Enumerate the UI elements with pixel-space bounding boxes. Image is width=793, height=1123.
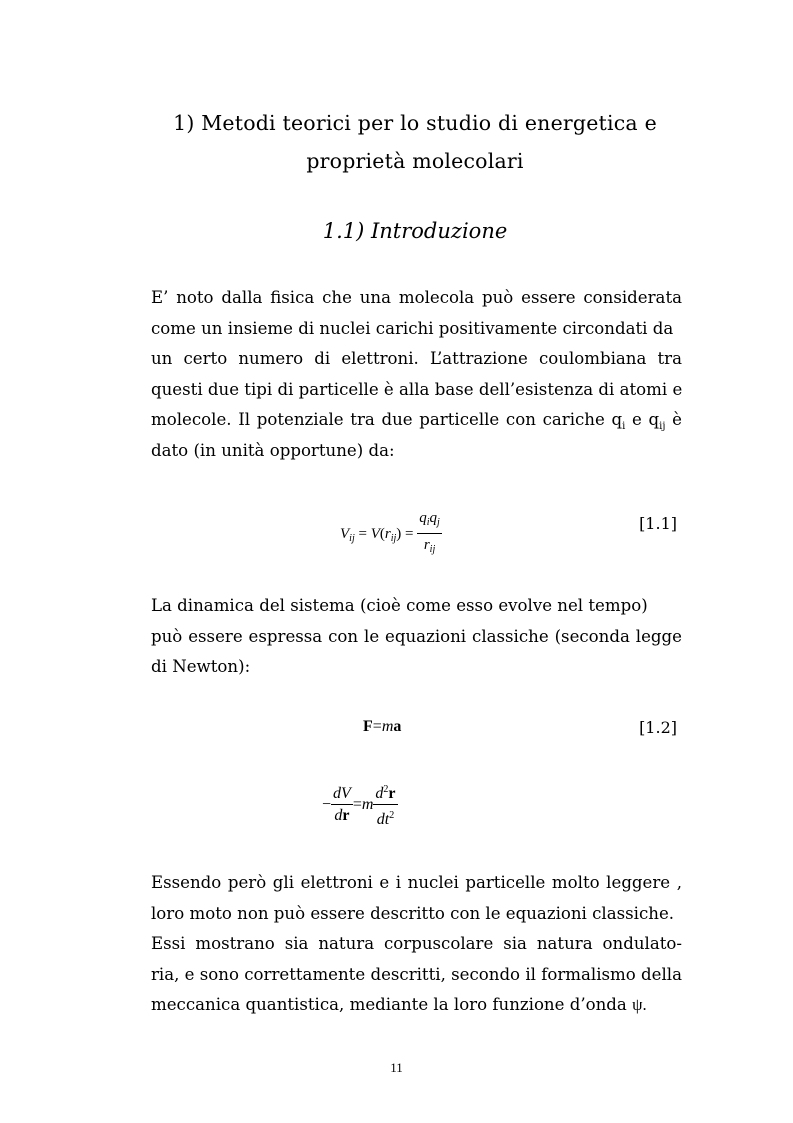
- text-line: E’ noto dalla fisica che una molecola può essere considerata: [151, 288, 682, 307]
- equation-3-rhs-fraction: $\frac{d^2r}{dt^2}$: [373, 780, 397, 831]
- conjunction: e: [632, 410, 642, 429]
- text-line: dato (in unità opportune) da:: [151, 440, 395, 460]
- text-line: meccanica quantistica, mediante la loro funzione d’onda: [151, 995, 627, 1014]
- equation-2: F=ma: [363, 718, 402, 735]
- text-line: Essi mostrano sia natura corpuscolare sia natura ondulato-: [151, 934, 682, 953]
- chapter-title-line-1: 1) Metodi teorici per lo studio di energetica e: [173, 111, 657, 135]
- equation-1: $V_{ij} = V(r_{ij})$ = $\frac{q_iq_j}{r_{ij}}$: [340, 508, 442, 561]
- text-line: questi due tipi di particelle è alla base dell’esistenza di atomi e: [151, 379, 683, 399]
- equation-2-number: [1.2]: [639, 718, 677, 737]
- section-title: 1.1) Introduzione: [322, 219, 508, 243]
- charge-qj: $q_{ij}$: [648, 410, 666, 432]
- psi-symbol: ψ.: [632, 995, 647, 1014]
- equation-1-fraction: $\frac{q_iq_j}{r_{ij}}$: [419, 510, 440, 555]
- page-number: 11: [390, 1060, 403, 1075]
- text-line: loro moto non può essere descritto con le equazioni classiche.: [151, 903, 675, 923]
- equation-3: − $\frac{dV}{dr}$ =m $\frac{d^2r}{dt^2}$: [322, 780, 398, 831]
- text-line: di Newton):: [151, 657, 251, 676]
- text-line: può essere espressa con le equazioni classiche (seconda legge: [151, 626, 682, 646]
- equation-1-number: [1.1]: [639, 514, 677, 533]
- text-line-with-psi: [151, 990, 682, 1021]
- text-line: ria, e sono correttamente descritti, secondo il formalismo della: [151, 964, 682, 984]
- chapter-title-line-2: proprietà molecolari: [306, 149, 524, 173]
- charge-qi: $q_i$: [611, 410, 626, 432]
- verb: è: [672, 410, 682, 429]
- paragraph-dynamics: [151, 591, 682, 683]
- text-line: un certo numero di elettroni. L’attrazione coulombiana tra: [151, 349, 682, 368]
- chapter-title: [100, 104, 730, 180]
- text-line: Essendo però gli elettroni e i nuclei particelle molto leggere ,: [151, 873, 682, 892]
- text-line: La dinamica del sistema (cioè come esso evolve nel tempo): [151, 596, 648, 615]
- paragraph-quantum: [151, 868, 682, 1021]
- paragraph-intro: [151, 283, 682, 466]
- text-line-with-charges: [151, 405, 682, 436]
- text-line: come un insieme di nuclei carichi positivamente circondati da: [151, 318, 674, 338]
- equation-3-lhs-fraction: $\frac{dV}{dr}$: [333, 785, 351, 824]
- text-line: molecole. Il potenziale tra due particelle con cariche: [151, 410, 605, 429]
